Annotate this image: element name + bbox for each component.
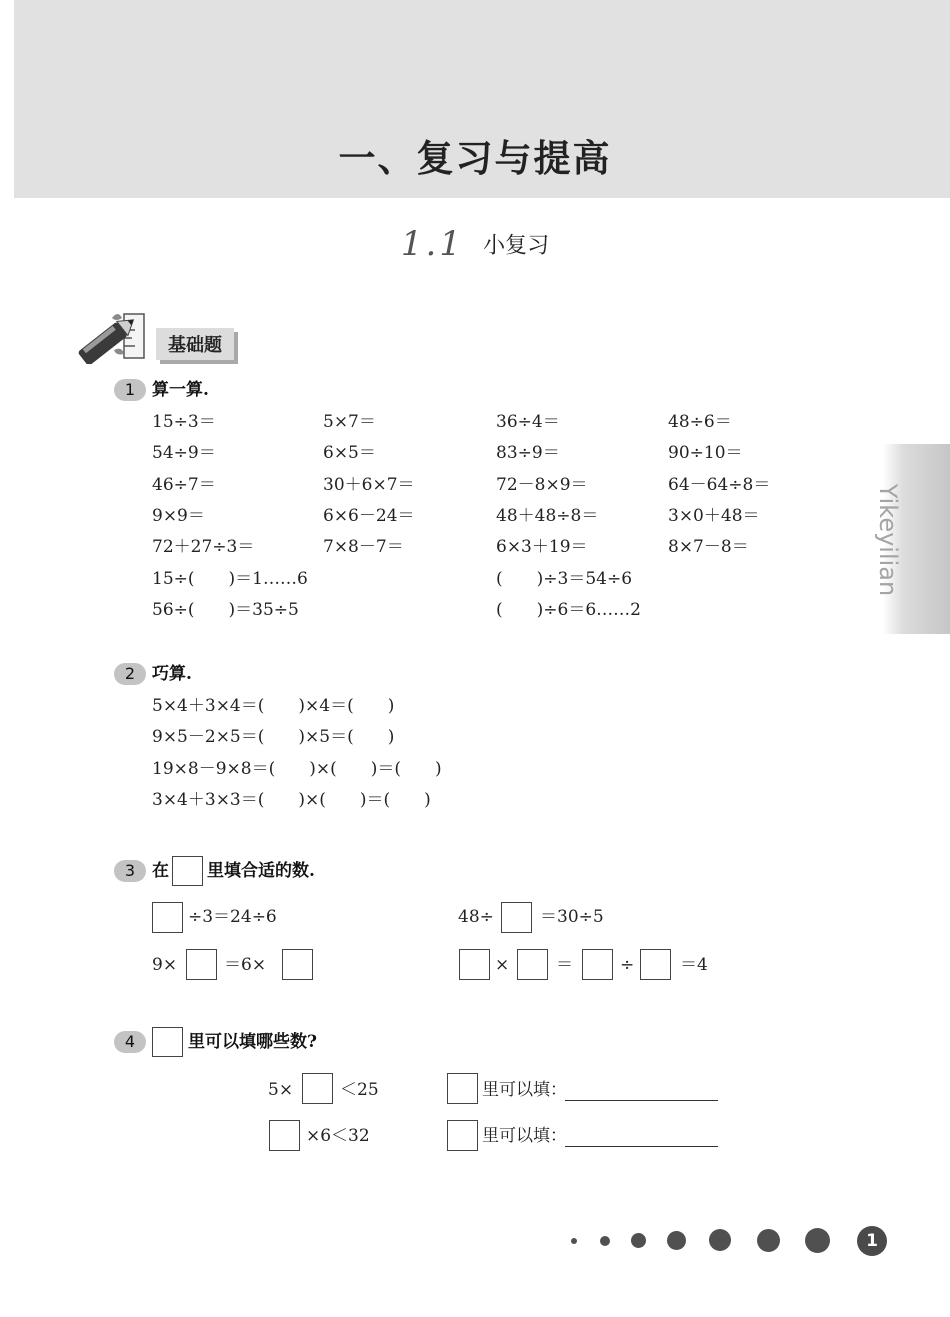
equation-head: 48÷	[458, 907, 494, 927]
equation-tail: ＜25	[340, 1080, 379, 1100]
answer-box[interactable]	[517, 949, 548, 980]
side-tab-label: Yikeyilian	[874, 483, 902, 597]
chapter-title: 一、复习与提高	[338, 137, 612, 180]
answer-box	[172, 856, 203, 886]
question-title-after: 里填合适的数.	[207, 861, 315, 881]
dot	[805, 1228, 830, 1253]
basic-questions-badge: 基础题	[156, 328, 234, 360]
equation: 7×8－7＝	[323, 537, 404, 557]
equation: 6×5＝	[323, 443, 376, 463]
equation: 36÷4＝	[496, 412, 560, 432]
answer-line[interactable]	[565, 1100, 718, 1101]
decorative-dots	[560, 1224, 900, 1258]
answer-box[interactable]	[269, 1120, 300, 1151]
equation: 46÷7＝	[152, 475, 216, 495]
question-title: 巧算.	[152, 664, 192, 684]
equation-tail: ＝4	[680, 955, 708, 975]
answer-box[interactable]	[640, 949, 671, 980]
answer-box	[447, 1073, 478, 1104]
operator: ÷	[620, 955, 635, 975]
dot	[571, 1238, 577, 1244]
equation-tail: ×6＜32	[306, 1126, 370, 1146]
equation: 15÷3＝	[152, 412, 216, 432]
dot	[667, 1231, 686, 1250]
equation: 83÷9＝	[496, 443, 560, 463]
equation: 90÷10＝	[668, 443, 743, 463]
equation: 3×4＋3×3＝( )×( )＝( )	[152, 790, 431, 810]
section-name: 小复习	[483, 233, 550, 259]
equation: 9×9＝	[152, 506, 205, 526]
equation: 72－8×9＝	[496, 475, 588, 495]
equation: 5×7＝	[323, 412, 376, 432]
question-number: 4	[114, 1031, 146, 1053]
equation: 72＋27÷3＝	[152, 537, 255, 557]
answer-box[interactable]	[186, 949, 217, 980]
equation: 8×7－8＝	[668, 537, 749, 557]
question-title-before: 在	[152, 861, 169, 881]
question-title: 里可以填哪些数?	[188, 1032, 317, 1052]
equation: 6×3＋19＝	[496, 537, 588, 557]
equation-tail: ÷3＝24÷6	[188, 907, 277, 927]
answer-box[interactable]	[459, 949, 490, 980]
pencil-ruler-icon	[72, 306, 152, 368]
equation: 19×8－9×8＝( )×( )＝( )	[152, 759, 442, 779]
section-number: 1.1	[400, 224, 464, 264]
equation: 5×4＋3×4＝( )×4＝( )	[152, 696, 395, 716]
dot	[757, 1229, 780, 1252]
answer-box[interactable]	[152, 902, 183, 933]
equation: 30＋6×7＝	[323, 475, 415, 495]
dot	[631, 1233, 646, 1248]
answer-box[interactable]	[582, 949, 613, 980]
operator: ×	[495, 955, 510, 975]
equation: 54÷9＝	[152, 443, 216, 463]
equation: 6×6－24＝	[323, 506, 415, 526]
equation: ( )÷3＝54÷6	[496, 569, 633, 589]
fill-label: 里可以填：	[482, 1080, 567, 1100]
equation-mid: ＝6×	[224, 955, 267, 975]
answer-box[interactable]	[501, 902, 532, 933]
answer-box[interactable]	[302, 1073, 333, 1104]
section-heading	[0, 224, 950, 264]
equation: 48÷6＝	[668, 412, 732, 432]
page-number: 1	[857, 1226, 887, 1256]
question-title: 算一算.	[152, 380, 209, 400]
dot	[709, 1229, 731, 1251]
operator: ＝	[556, 955, 573, 975]
dot	[600, 1236, 610, 1246]
equation: 48＋48÷8＝	[496, 506, 599, 526]
question-number: 1	[114, 379, 146, 401]
equation: ( )÷6＝6……2	[496, 600, 641, 620]
equation-head: 9×	[152, 955, 178, 975]
equation-head: 5×	[268, 1080, 294, 1100]
equation: 15÷( )＝1……6	[152, 569, 308, 589]
answer-line[interactable]	[565, 1146, 718, 1147]
equation: 56÷( )＝35÷5	[152, 600, 299, 620]
equation: 9×5－2×5＝( )×5＝( )	[152, 727, 395, 747]
question-number: 3	[114, 860, 146, 882]
question-number: 2	[114, 663, 146, 685]
equation: 64－64÷8＝	[668, 475, 771, 495]
equation-tail: ＝30÷5	[540, 907, 604, 927]
equation: 3×0＋48＝	[668, 506, 760, 526]
answer-box[interactable]	[282, 949, 313, 980]
answer-box	[152, 1027, 183, 1057]
answer-box	[447, 1120, 478, 1151]
fill-label: 里可以填：	[482, 1126, 567, 1146]
